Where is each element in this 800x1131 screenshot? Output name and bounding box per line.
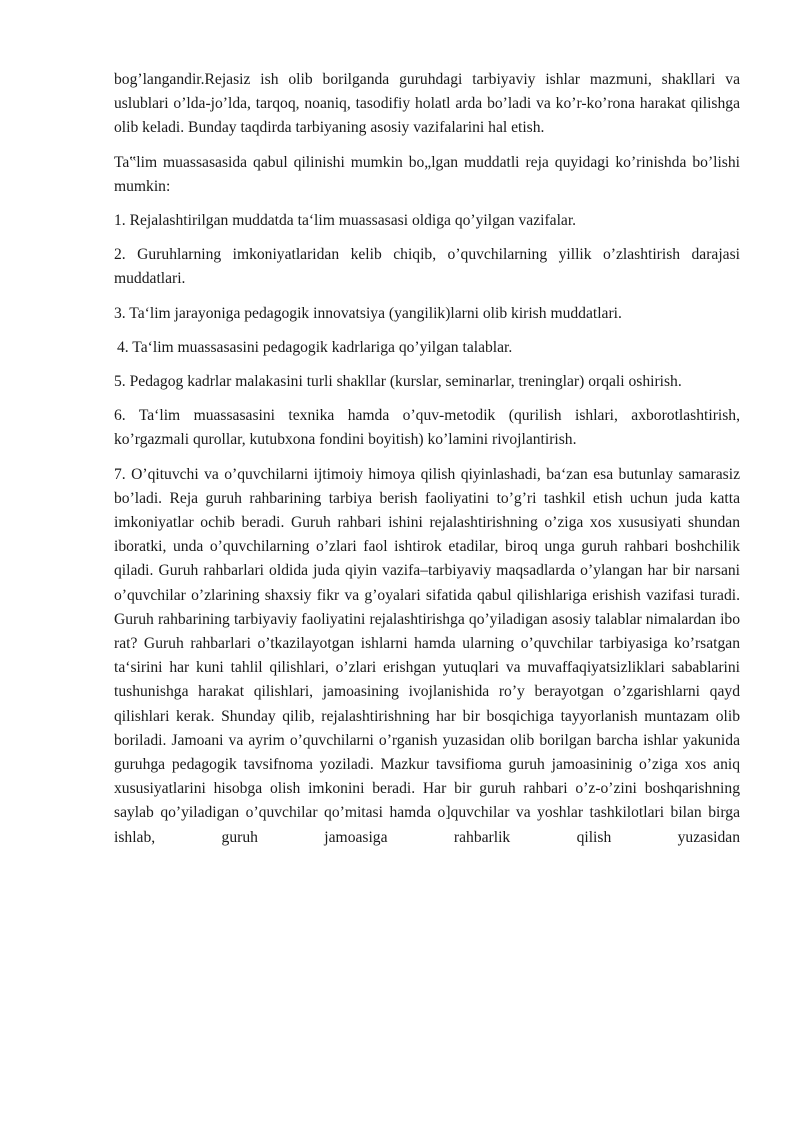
list-item-5: 5. Pedagog kadrlar malakasini turli shakllar (kurslar, seminarlar, treninglar) orqali oshirish.: [114, 373, 682, 391]
paragraph-plan-intro: Ta‟lim muassasasida qabul qilinishi mumkin bo„lgan muddatli reja quyidagi ko’rinishda bo’lishi mumkin:: [114, 153, 740, 195]
list-item-2: 2. Guruhlarning imkoniyatlaridan kelib chiqib, o’quvchilarning yillik o’zlashtirish darajasi muddatlari.: [114, 246, 740, 288]
list-item-6: 6. Ta‘lim muassasasini texnika hamda o’quv-metodik (qurilish ishlari, axborotlashtirish, ko’rgazmali qurollar, kutubxona fondini boyitish) ko’lamini rivojlantirish.: [114, 407, 740, 449]
list-item-3: 3. Ta‘lim jarayoniga pedagogik innovatsiya (yangilik)larni olib kirish muddatlari.: [114, 304, 622, 322]
list-item-1: 1. Rejalashtirilgan muddatda ta‘lim muassasasi oldiga qo’yilgan vazifalar.: [114, 212, 577, 230]
document-page: [114, 68, 740, 860]
list-item-7: 7. O’qituvchi va o’quvchilarni ijtimoiy himoya qilish qiyinlashadi, ba‘zan esa butunlay samarasiz bo’ladi. Reja guruh rahbarining tarbiya berish faoliyatini to’g’ri tashkil etish uchun juda katta imkoniyatlar ochib beradi. Guruh rahbari ishini rejalashtirishning o’ziga xos xususiyati shundan iboratki, unda o’quvchilarning o’zlari faol ishtirok etadilar, biroq unga guruh rahbari boshchilik qiladi. Guruh rahbarlari oldida juda qiyin vazifa–tarbiyaviy maqsadlarda o’ylangan har bir narsani o’quvchilar o’zlarining shaxsiy fikr va g’oyalari sifatida qabul qilishlariga erishish vazifasi turadi. Guruh rahbarining tarbiyaviy faoliyatini rejalashtirishga qo’yiladigan asosiy talablar nimalardan ibo rat? Guruh rahbarlari o’tkazilayotgan ishlarni hamda ularning o’quvchilar tarbiyasiga ko’rsatgan ta‘sirini har kuni tahlil qilishlari, o’zlari erishgan yutuqlari va muvaffaqiyatsizliklari sabablarini tushunishga harakat qilishlari, jamoasining ivojlanishida ro’y berayotgan o’zgarishlarni qayd qilishlari kerak. Shunday qilib, rejalashtirishning har bir bosqichiga tayyorlanish muntazam olib boriladi. Jamoani va ayrim o’quvchilarni o’rganish yuzasidan olib borilgan barcha ishlar yakunida guruhga pedagogik tavsifnoma yoziladi. Mazkur tavsifioma guruh jamoasininig o’ziga xos aniq xususiyatlarini hisobga olish imkonini beradi. Har bir guruh rahbari o’z-o’zini boshqarishning saylab qo’yiladigan o’quvchilar qo’mitasi hamda o]quvchilar va yoshlar tashkilotlari bilan birga ishlab, guruh jamoasiga rahbarlik qilish yuzasidan: [114, 465, 740, 846]
paragraph-intro: bog’langandir.Rejasiz ish olib borilganda guruhdagi tarbiyaviy ishlar mazmuni, shakllari va uslublari o’lda-jo’lda, tarqoq, noaniq, tasodifiy holatl arda bo’ladi va ko’r-ko’rona harakat qilishga olib keladi. Bunday taqdirda tarbiyaning asosiy vazifalarini hal etish.: [114, 71, 740, 137]
list-item-4: 4. Ta‘lim muassasasini pedagogik kadrlariga qo’yilgan talablar.: [117, 338, 513, 356]
